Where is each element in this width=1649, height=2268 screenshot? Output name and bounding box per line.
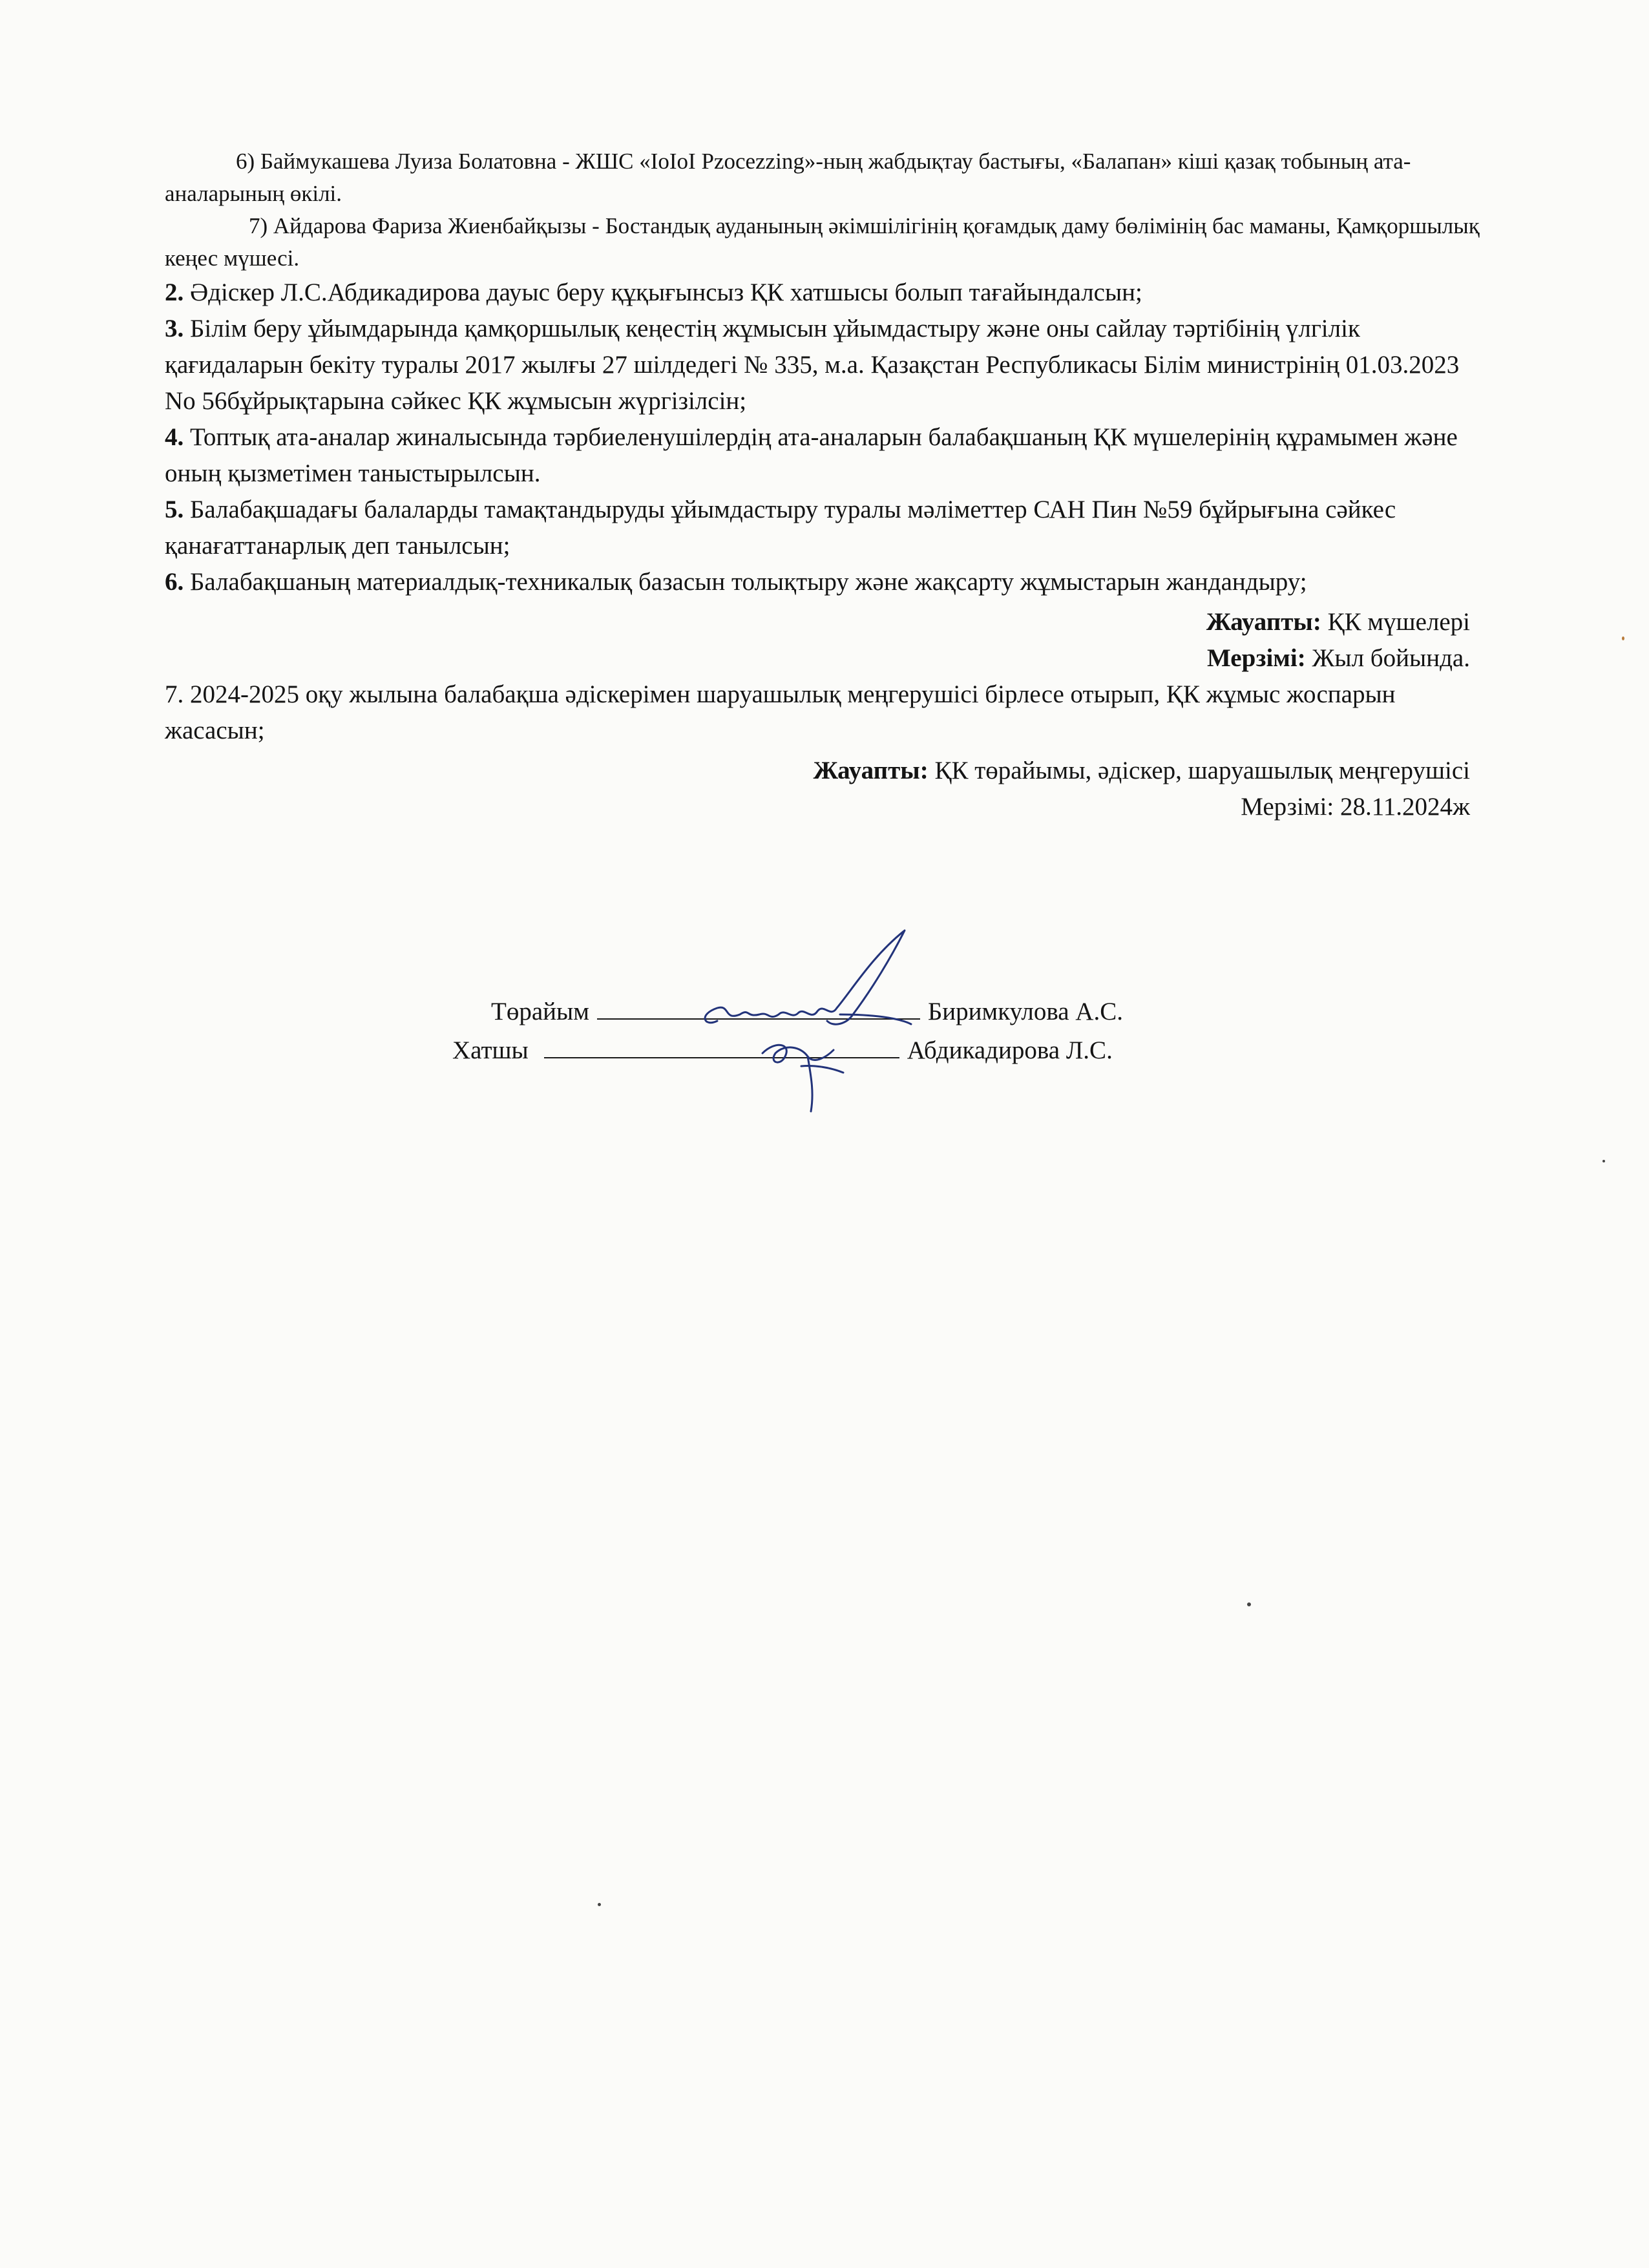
item-text: Топтық ата-аналар жиналысында тәрбиеленушілердің ата-аналарын балабақшаның ҚК мүшелерінің құрамымен және оның қызметімен таныстырылсын. [165,423,1458,487]
responsible-label: Жауапты: [1206,608,1321,636]
responsible-label: Жауапты: [813,757,929,784]
member-7: 7) Айдарова Фариза Жиенбайқызы - Бостандық ауданының әкімшілігінің қоғамдық даму бөлімінің бас маманы, Қамқоршылық кеңес мүшесі. [165,213,1480,271]
responsible-value: ҚК төрайымы, әдіскер, шаруашылық меңгерушісі [928,757,1470,784]
deadline-2: Мерзімі: 28.11.2024ж [1241,793,1470,821]
chair-title: Төрайым [491,998,589,1025]
scan-speck [1247,1602,1251,1606]
deadline-1 [165,640,1483,677]
scan-speck [1622,636,1624,640]
item-2 [165,275,1483,311]
responsible-1 [165,604,1483,640]
responsible-value: ҚК мүшелері [1321,608,1470,636]
chair-name: Биримкулова А.С. [927,998,1123,1025]
handwritten-signatures [678,918,950,1124]
deadline-label: Мерзімі: [1207,644,1306,672]
secretary-name: Абдикадирова Л.С. [907,1036,1113,1064]
decision-body [165,145,1483,825]
item-7: 7. 2024-2025 оқу жылына балабақша әдіскерімен шаруашылық меңгерушісі бірлесе отырып, ҚК жұмыс жоспарын жасасын; [165,680,1396,744]
item-text: Балабақшадағы балаларды тамақтандыруды ұйымдастыру туралы мәліметтер САН Пин №59 бұйрығына сәйкес қанағаттанарлық деп танылсын; [165,496,1396,560]
item-text: Білім беру ұйымдарында қамқоршылық кеңестің жұмысын ұйымдастыру және оны сайлау тәртібінің үлгілік қағидаларын бекіту туралы 2017 жылғы 27 шілдедегі № 335, м.а. Қазақстан Республикасы Білім министрінің 01.03.2023 No 56бұйрықтарына сәйкес ҚК жұмысын жүргізілсін; [165,315,1460,415]
item-number: 4. [165,423,184,451]
item-6 [165,564,1483,600]
secretary-title: Хатшы [452,1036,529,1064]
responsible-2 [165,753,1483,789]
item-number: 6. [165,568,184,596]
item-5 [165,492,1483,564]
item-number: 2. [165,278,184,306]
member-6: 6) Баймукашева Луиза Болатовна - ЖШС «IoIoI Pzocezzing»-ның жабдықтау бастығы, «Балапан» кіші қазақ тобының ата-аналарының өкілі. [165,149,1411,206]
item-text: Балабақшаның материалдық-техникалық базасын толықтыру және жақсарту жұмыстарын жандандыру; [184,568,1307,596]
item-number: 5. [165,496,184,523]
item-3 [165,311,1483,419]
scan-speck [1602,1160,1605,1162]
item-4 [165,419,1483,492]
scan-speck [598,1903,601,1906]
item-text: Әдіскер Л.С.Абдикадирова дауыс беру құқығынсыз ҚК хатшысы болып тағайындалсын; [184,278,1142,306]
deadline-value: Жыл бойында. [1305,644,1470,672]
item-number: 3. [165,315,184,342]
